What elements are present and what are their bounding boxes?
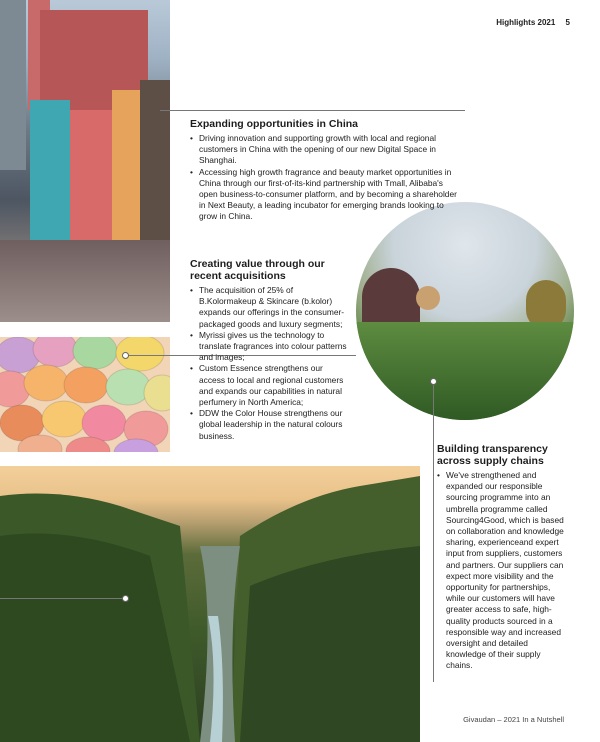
china-title: Expanding opportunities in China xyxy=(190,118,358,130)
page-number: 5 xyxy=(565,18,570,27)
city-street-photo xyxy=(0,0,170,322)
list-item: • We've strengthened and expanded our responsible sourcing programme into an umbrella programme called Sourcing4Good, which is based on collaboration and knowledge sharing, experienceand expert input from suppliers, customers and partners. Our suppliers can expect more visibility and the opportunity for partnerships, while our customers will have greater access to safe, high-quality products sourced in a responsible way and increased oversight and detailed knowledge of their supply chains. xyxy=(437,470,567,672)
acquisitions-title: Creating value through our recent acquisitions xyxy=(190,258,325,282)
china-rule xyxy=(160,110,465,111)
list-item: • Myrissi gives us the technology to translate fragrances into colour patterns and images; xyxy=(190,330,350,364)
list-item: • DDW the Color House strengthens our global leadership in the natural colours business. xyxy=(190,408,350,442)
header-title: Highlights 2021 xyxy=(496,18,556,27)
page-header xyxy=(496,18,570,27)
canyon-illustration xyxy=(0,466,420,742)
china-bullets xyxy=(190,133,460,223)
tea-field-photo xyxy=(356,202,574,420)
list-item: • The acquisition of 25% of B.Kolormakeup & Skincare (b.kolor) expands our offerings in the consumer-packaged goods and luxury segments; xyxy=(190,285,350,330)
section-acquisitions xyxy=(190,258,350,442)
section-china xyxy=(190,118,460,223)
canyon-marker xyxy=(122,595,129,602)
acquisitions-bullets xyxy=(190,285,350,442)
section-supply-chains xyxy=(437,443,567,672)
supply-title: Building transparency across supply chains xyxy=(437,443,548,467)
canyon-rule xyxy=(0,598,126,599)
supply-bullets xyxy=(437,470,567,672)
list-item: • Custom Essence strengthens our access to local and regional customers and expands our capabilities in natural perfumery in North America; xyxy=(190,363,350,408)
supply-marker xyxy=(430,378,437,385)
acquisitions-marker xyxy=(122,352,129,359)
list-item: • Accessing high growth fragrance and beauty market opportunities in China through our first-of-its-kind partnership with Tmall, Alibaba's open business-to-consumer platform, and by becoming a shareholder in Next Beauty, a leading incubator for emerging brands looking to grow in China. xyxy=(190,167,460,223)
canyon-landscape-photo xyxy=(0,466,420,742)
page-footer: Givaudan – 2021 In a Nutshell xyxy=(463,715,564,724)
list-item: • Driving innovation and supporting growth with local and regional customers in China with the opening of our new Digital Space in Shanghai. xyxy=(190,133,460,167)
supply-rule xyxy=(433,382,434,682)
